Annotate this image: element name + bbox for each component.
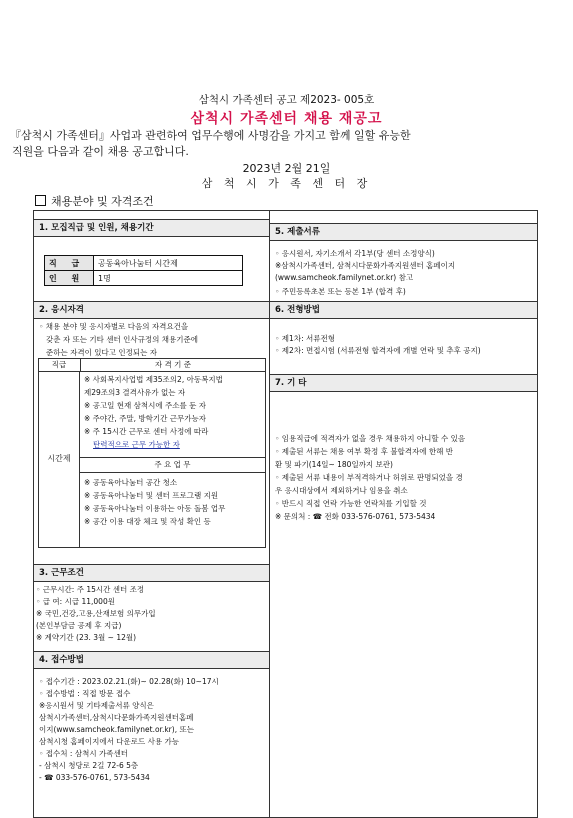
- intro-text: [10, 128, 565, 160]
- divider: [80, 457, 265, 458]
- section-1-header: 1. 모집직급 및 인원, 채용기간: [34, 219, 269, 237]
- s2-line: 갖춘 자 또는 기타 센터 인사규정의 채용기준에: [46, 335, 198, 344]
- s2-line: ◦ 채용 분야 및 응시자별로 다음의 자격요건을: [39, 322, 189, 331]
- qual-flex: 탄력적으로 근무 가능한 자: [93, 440, 180, 449]
- s4-line: 이지(www.samcheok.familynet.or.kr), 또는: [39, 725, 194, 734]
- s4-line: ◦ 접수처 : 삼척시 가족센터: [39, 749, 128, 758]
- duty-header: 주 요 업 무: [154, 460, 191, 469]
- s7-line: ◦ 제출된 서류 내용이 부적격하거나 허위로 판명되었을 경: [275, 473, 463, 482]
- row-label-cell: [39, 371, 80, 547]
- count-value: 1명: [94, 271, 243, 286]
- notice-number: 삼척시 가족센터 공고 제2023- 005호: [198, 94, 375, 106]
- s5-line: ◦ 주민등록초본 또는 등본 1부 (합격 후): [275, 287, 406, 296]
- job-key: 직 급: [45, 256, 94, 271]
- qual-line: ※ 공고일 현재 삼척시에 주소를 둔 자: [84, 401, 207, 410]
- qualification-table: [38, 358, 266, 548]
- s7-line: 우 응시대상에서 제외하거나 임용을 취소: [275, 486, 408, 495]
- intro-line: 직원을 다음과 같이 채용 공고합니다.: [12, 145, 189, 158]
- s4-line: - ☎ 033-576-0761, 573-5434: [39, 773, 150, 782]
- qual-line: ※ 주야간, 주말, 방학기간 근무가능자: [84, 414, 207, 423]
- s6-line: ◦ 제1차: 서류전형: [275, 334, 335, 343]
- row-label: 시간제: [47, 454, 71, 463]
- s4-line: ◦ 접수기간 : 2023.02.21.(화)~ 02.28(화) 10~17시: [39, 677, 219, 686]
- qual-line: 제29조의3 결격사유가 없는 자: [84, 388, 186, 397]
- s7-line: ◦ 반드시 직접 연락 가능한 연락처를 기입할 것: [275, 499, 427, 508]
- s3-line: ◦ 근무시간: 주 15시간 센터 조정: [36, 585, 145, 594]
- section-4-header: 4. 접수방법: [34, 651, 269, 669]
- duty-line: ※ 공동육아나눔터 이용하는 아동 돌봄 업무: [84, 504, 226, 513]
- checkbox-square-icon: [35, 195, 46, 206]
- s5-line: ※삼척시가족센터, 삼척시다문화가족지원센터 홈페이지: [275, 261, 456, 270]
- job-value: 공동육아나눔터 시간제: [94, 256, 243, 271]
- s2-line: 준하는 자격이 있다고 인정되는 자: [46, 348, 157, 357]
- s5-line: ◦ 응시원서, 자기소개서 각1부(당 센터 소정양식): [275, 249, 435, 258]
- section-6-header: 6. 전형방법: [270, 301, 537, 319]
- s6-line: ◦ 제2차: 면접시험 (서류전형 합격자에 개별 연락 및 추후 공지): [275, 346, 481, 355]
- recruitment-table: [33, 210, 538, 818]
- s7-line: ◦ 제출된 서류는 채용 여부 확정 후 불합격자에 한해 반: [275, 447, 454, 456]
- section-2-header: 2. 응시자격: [34, 301, 269, 319]
- section-heading-text: 채용분야 및 자격조건: [51, 195, 154, 208]
- qual-line: ※ 사회복지사업법 제35조의2, 아동복지법: [84, 375, 223, 384]
- s4-line: ◦ 접수방법 : 직접 방문 접수: [39, 689, 131, 698]
- s7-line: ◦ 임용직급에 적격자가 없을 경우 채용하지 아니할 수 있음: [275, 434, 466, 443]
- right-column: [270, 211, 537, 817]
- duty-line: ※ 공동육아나눔터 공간 청소: [84, 478, 178, 487]
- s3-line: ※ 국민,건강,고용,산재보험 의무가입: [36, 609, 156, 618]
- qual-line: ※ 주 15시간 근무로 센터 사정에 따라: [84, 427, 209, 436]
- intro-line: 『삼척시 가족센터』사업과 관련하여 업무수행에 사명감을 가지고 함께 일할 유능한: [10, 129, 411, 142]
- organization-signature: 삼 척 시 가 족 센 터 장: [201, 177, 372, 190]
- section-7-header: 7. 기 타: [270, 374, 537, 392]
- s3-line: ◦ 급 여: 시급 11,000원: [36, 597, 115, 606]
- col-job: 직급: [51, 360, 67, 369]
- section-5-header: 5. 제출서류: [270, 223, 537, 241]
- s7-line: ※ 문의처 : ☎ 전화 033-576-0761, 573-5434: [275, 512, 436, 521]
- s3-line: (본인부담금 공제 후 지급): [36, 621, 122, 630]
- left-column: [34, 211, 270, 817]
- page-title: 삼척시 가족센터 채용 재공고: [190, 111, 383, 127]
- section-heading: [35, 193, 154, 209]
- s5-line: (www.samcheok.familynet.or.kr) 참고: [275, 273, 414, 282]
- s4-line: ※응시원서 및 기타제출서류 양식은: [39, 701, 154, 710]
- notice-date: 2023년 2월 21일: [242, 162, 331, 175]
- s4-line: - 삼척시 청당로 2길 72-6 5층: [39, 761, 139, 770]
- duty-line: ※ 공간 이용 대장 체크 및 작성 확인 등: [84, 517, 211, 526]
- col-qual: 자 격 기 준: [80, 359, 265, 371]
- duty-line: ※ 공동육아나눔터 및 센터 프로그램 지원: [84, 491, 219, 500]
- s3-line: ※ 계약기간 (23. 3월 ~ 12월): [36, 633, 137, 642]
- divider: [80, 472, 265, 473]
- s4-line: 삼척시청 홈페이지에서 다운로드 사용 가능: [39, 737, 179, 746]
- s4-line: 삼척시가족센터,삼척시다문화가족지원센터홈페: [39, 713, 194, 722]
- count-key: 인 원: [45, 271, 94, 286]
- position-table: [44, 255, 243, 286]
- section-3-header: 3. 근무조건: [34, 564, 269, 582]
- s7-line: 환 및 파기(14일~ 180일까지 보관): [275, 460, 393, 469]
